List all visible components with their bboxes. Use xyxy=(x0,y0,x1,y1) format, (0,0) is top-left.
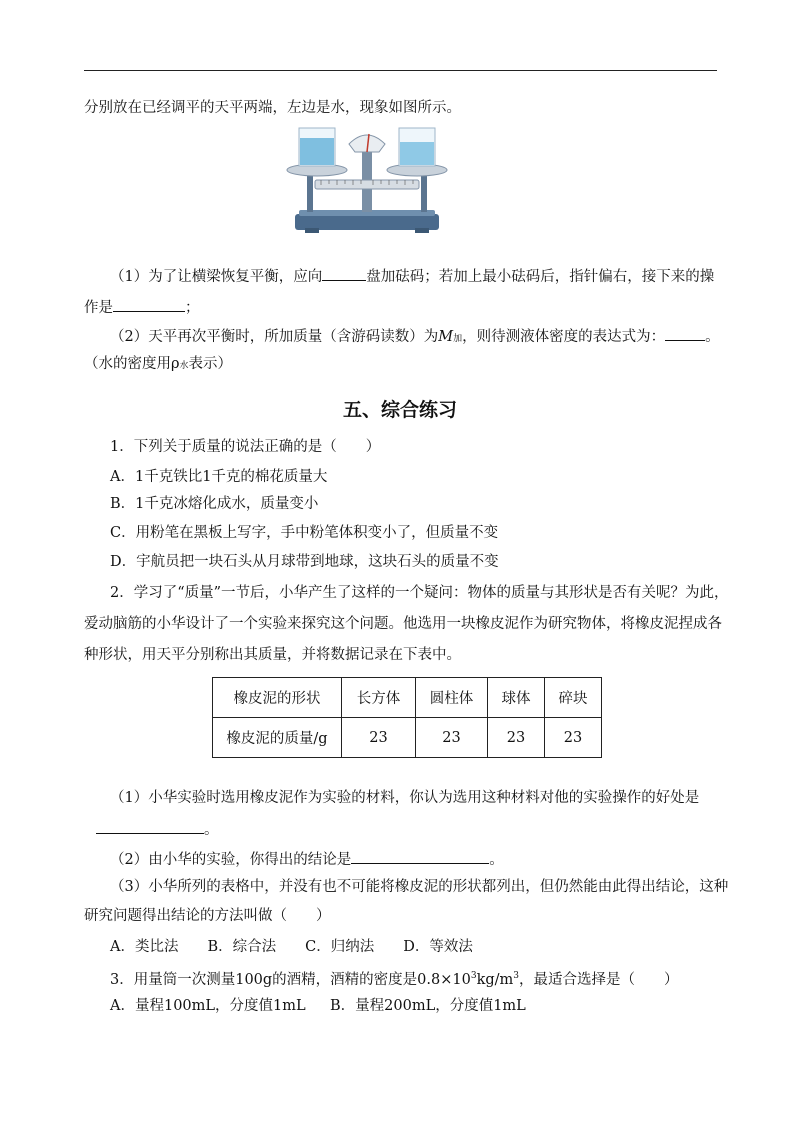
table-header-cell: 碎块 xyxy=(545,678,602,718)
q2-sub1: （1）小华实验时选用橡皮泥作为实验的材料，你认为选用这种材料对他的实验操作的好处是 xyxy=(110,790,700,806)
q-balance-part1-cont xyxy=(84,296,200,318)
part2-text-b: ，则待测液体密度的表达式为： xyxy=(462,329,666,345)
q-balance-note xyxy=(84,354,232,376)
right-liquid xyxy=(400,142,434,165)
q3-unit-exponent: 3 xyxy=(513,971,520,981)
table-row xyxy=(213,718,602,758)
mass-subscript: 加 xyxy=(453,334,463,344)
note-text-b: 表示） xyxy=(188,356,233,372)
mass-symbol: M xyxy=(438,329,454,345)
answer-blank-conclusion[interactable] xyxy=(351,848,489,864)
q-balance-part2 xyxy=(110,325,720,349)
answer-blank-pan[interactable] xyxy=(322,265,366,281)
balance-base xyxy=(295,214,439,230)
part1-text-b: 盘加砝码；若加上最小砝码后，指针偏右，接下来的操 xyxy=(366,269,715,285)
q-balance-part1 xyxy=(110,265,714,287)
q3-text-a: 3．用量筒一次测量100g的酒精，酒精的密度是0.8×10 xyxy=(110,971,471,988)
part2-text-a: （2）天平再次平衡时，所加质量（含游码读数）为 xyxy=(110,329,439,345)
q2-stem-line1: 2．学习了“质量”一节后，小华产生了这样的一个疑问：物体的质量与其形状是否有关呢？为此， xyxy=(110,585,729,601)
balance-scale-illustration xyxy=(279,122,455,237)
left-water xyxy=(300,138,334,165)
balance-beam xyxy=(315,180,419,189)
note-text-a: （水的密度用ρ xyxy=(84,356,180,372)
q3-stem xyxy=(110,966,679,990)
q1-option-d[interactable]: D．宇航员把一块石头从月球带到地球，这块石头的质量不变 xyxy=(110,554,499,570)
q2-sub2 xyxy=(110,848,504,870)
answer-blank-density[interactable] xyxy=(665,325,705,341)
table-header-cell: 球体 xyxy=(488,678,545,718)
answer-blank-operation[interactable] xyxy=(113,296,185,312)
intro-text: 分别放在已经调平的天平两端，左边是水，现象如图所示。 xyxy=(84,100,461,116)
q2-sub1-end: 。 xyxy=(204,822,219,838)
q3-text-b: kg/m xyxy=(476,971,514,988)
q3-option-a[interactable]: A．量程100mL，分度值1mL xyxy=(110,998,306,1014)
part1-text-a: （1）为了让横梁恢复平衡，应向 xyxy=(110,269,323,285)
table-header-cell: 圆柱体 xyxy=(416,678,488,718)
table-header-cell: 橡皮泥的形状 xyxy=(213,678,342,718)
table-cell: 23 xyxy=(545,718,602,758)
table-header-cell: 长方体 xyxy=(342,678,416,718)
water-subscript: 水 xyxy=(179,361,189,371)
header-rule xyxy=(84,70,717,71)
q2-sub3-options[interactable]: A．类比法 B．综合法 C．归纳法 D．等效法 xyxy=(110,939,473,955)
q2-sub2-text: （2）由小华的实验，你得出的结论是 xyxy=(110,852,352,868)
answer-blank-benefit[interactable] xyxy=(96,818,204,834)
table-cell: 23 xyxy=(488,718,545,758)
q2-stem-line3: 种形状，用天平分别称出其质量，并将数据记录在下表中。 xyxy=(84,647,461,663)
part2-text-c: 。 xyxy=(705,329,720,345)
balance-pillar xyxy=(362,146,372,212)
q2-stem-line2: 爱动脑筋的小华设计了一个实验来探究这个问题。他选用一块橡皮泥作为研究物体，将橡皮泥捏成各 xyxy=(84,616,722,632)
table-cell: 23 xyxy=(416,718,488,758)
q1-option-b[interactable]: B．1千克冰熔化成水，质量变小 xyxy=(110,496,319,512)
q3-exponent: 3 xyxy=(470,971,477,981)
q1-option-a[interactable]: A．1千克铁比1千克的棉花质量大 xyxy=(110,469,328,485)
q3-option-b[interactable]: B．量程200mL，分度值1mL xyxy=(330,998,526,1014)
part1-text-c: 作是 xyxy=(84,300,113,316)
part1-text-d: ； xyxy=(185,300,200,316)
table-cell: 23 xyxy=(342,718,416,758)
q2-sub3-line1: （3）小华所列的表格中，并没有也不可能将橡皮泥的形状都列出，但仍然能由此得出结论，这种 xyxy=(110,879,729,895)
q1-option-c[interactable]: C．用粉笔在黑板上写字，手中粉笔体积变小了，但质量不变 xyxy=(110,525,499,541)
q2-sub2-end: 。 xyxy=(489,852,504,868)
q2-sub1-answer xyxy=(96,818,219,840)
q1-stem: 1．下列关于质量的说法正确的是（ ） xyxy=(110,439,381,455)
section-title: 五、综合练习 xyxy=(342,399,457,421)
clay-mass-table xyxy=(212,677,602,758)
q2-sub3-line2: 研究问题得出结论的方法叫做（ ） xyxy=(84,908,331,924)
table-header-row xyxy=(213,678,602,718)
q3-text-c: ，最适合选择是（ ） xyxy=(519,971,679,988)
table-cell: 橡皮泥的质量/g xyxy=(213,718,342,758)
